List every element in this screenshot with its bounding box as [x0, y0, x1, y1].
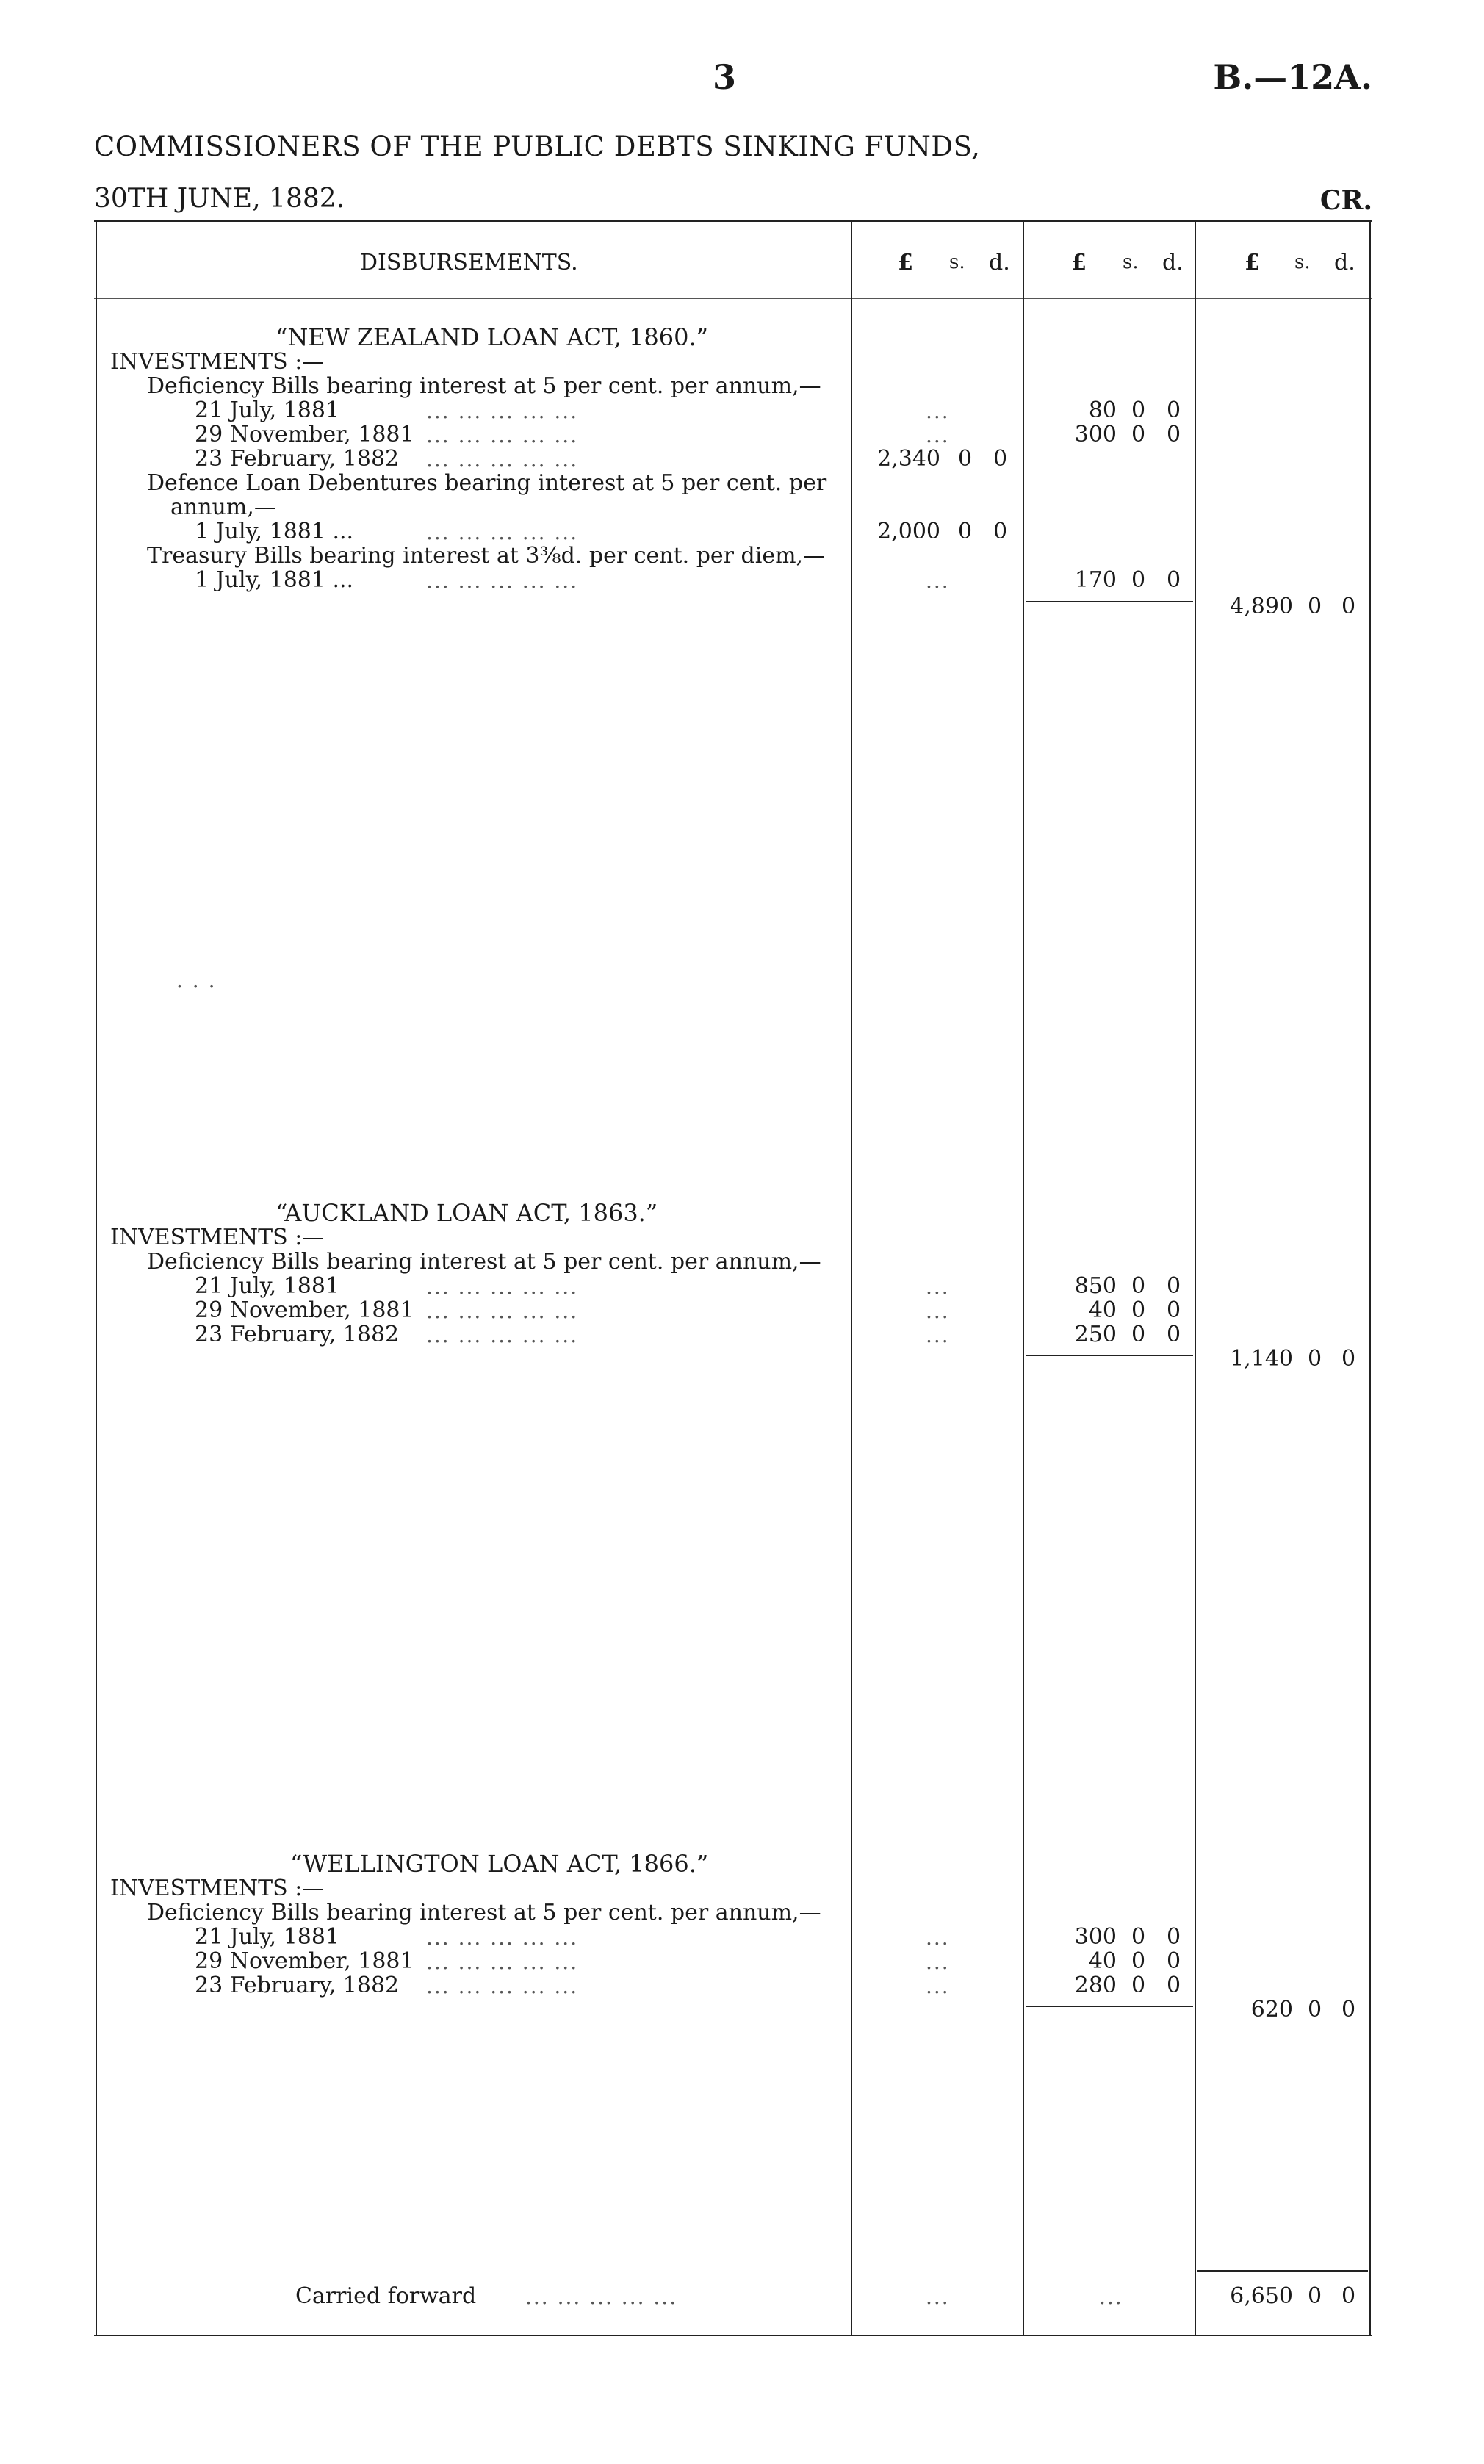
col1-ellipsis: ...: [926, 569, 950, 593]
leader-dots: ... ... ... ... ...: [426, 1974, 579, 1998]
grand-total-rule: [1197, 2270, 1368, 2272]
col2-pence: 0: [1167, 1273, 1181, 1299]
section-total-pence: 0: [1341, 1346, 1356, 1372]
col2-pence: 0: [1167, 1924, 1181, 1950]
col1-shilling-heading: s.: [949, 251, 965, 273]
col1-shillings: 0: [958, 519, 973, 544]
carried-forward-pounds: 6,650: [1230, 2283, 1293, 2309]
credit-side-label: CR.: [1319, 185, 1372, 216]
col1-ellipsis: ...: [926, 1275, 950, 1299]
carried-forward-label: Carried forward: [295, 2283, 477, 2309]
col1-pound-heading: £: [898, 250, 913, 275]
col3-shilling-heading: s.: [1294, 251, 1311, 273]
subtotal-rule: [1026, 601, 1193, 602]
line-description: Deficiency Bills bearing interest at 5 per cent. per annum,—: [147, 1900, 821, 1926]
line-description: annum,—: [170, 494, 276, 520]
disbursements-heading: DISBURSEMENTS.: [360, 250, 578, 275]
section-total-pence: 0: [1341, 1997, 1356, 2022]
leader-dots: ... ... ... ... ...: [426, 399, 579, 423]
section-total-shillings: 0: [1308, 1346, 1322, 1372]
section-total-shillings: 0: [1308, 594, 1322, 619]
line-date: 1 July, 1881 ...: [195, 519, 354, 544]
line-date: 21 July, 1881: [195, 1273, 340, 1299]
col2-shillings: 0: [1131, 1973, 1146, 1998]
col1-ellipsis: ...: [926, 399, 950, 423]
page-number: 3: [713, 57, 737, 97]
col2-pounds: 850: [1074, 1273, 1117, 1299]
section-title: “WELLINGTON LOAN ACT, 1866.”: [290, 1850, 709, 1878]
section-total-pounds: 1,140: [1230, 1346, 1293, 1372]
line-date: 29 November, 1881: [195, 1297, 414, 1323]
col2-pounds: 40: [1088, 1297, 1117, 1323]
investments-label: INVESTMENTS :—: [110, 1876, 325, 1901]
line-date: 21 July, 1881: [195, 1924, 340, 1950]
leader-dots: ... ... ... ... ...: [426, 1323, 579, 1347]
leader-dots: ... ... ... ... ...: [426, 423, 579, 447]
col2-pounds: 80: [1088, 397, 1117, 423]
col2-ellipsis: ...: [1099, 2285, 1123, 2309]
leader-dots: ... ... ... ... ...: [525, 2285, 678, 2309]
column-divider-2: [1023, 220, 1024, 2336]
line-date: 21 July, 1881: [195, 397, 340, 423]
col2-pounds: 170: [1074, 567, 1117, 593]
col2-pence: 0: [1167, 1973, 1181, 1998]
col2-pounds: 300: [1074, 422, 1117, 447]
section-total-pounds: 4,890: [1230, 594, 1293, 619]
subtotal-rule: [1026, 2006, 1193, 2007]
col2-pounds: 300: [1074, 1924, 1117, 1950]
leader-dots: ... ... ... ... ...: [426, 569, 579, 593]
line-date: 23 February, 1882: [195, 1973, 400, 1998]
col2-shillings: 0: [1131, 1924, 1146, 1950]
col2-shillings: 0: [1131, 1948, 1146, 1974]
document-reference: B.—12A.: [1213, 57, 1372, 97]
col2-shillings: 0: [1131, 397, 1146, 423]
col3-pence-heading: d.: [1334, 250, 1355, 275]
line-description: Defence Loan Debentures bearing interest at 5 per cent. per: [147, 470, 827, 496]
document-title: COMMISSIONERS OF THE PUBLIC DEBTS SINKING FUNDS,: [94, 131, 981, 162]
col1-ellipsis: ...: [926, 1323, 950, 1347]
leader-dots: ... ... ... ... ...: [426, 447, 579, 472]
table-top-rule: [94, 220, 1372, 222]
col2-shillings: 0: [1131, 1297, 1146, 1323]
header-bottom-rule: [94, 298, 1372, 299]
col1-ellipsis: ...: [926, 1974, 950, 1998]
leader-dots: ... ... ... ... ...: [426, 1275, 579, 1299]
line-description: Treasury Bills bearing interest at 3⅜d. per cent. per diem,—: [147, 543, 826, 569]
section-total-pence: 0: [1341, 594, 1356, 619]
leader-dots: ... ... ... ... ...: [426, 520, 579, 544]
line-date: 1 July, 1881 ...: [195, 567, 354, 593]
section-title: “NEW ZEALAND LOAN ACT, 1860.”: [275, 323, 708, 351]
col2-pounds: 40: [1088, 1948, 1117, 1974]
investments-label: INVESTMENTS :—: [110, 349, 325, 375]
col2-pence: 0: [1167, 422, 1181, 447]
investments-label: INVESTMENTS :—: [110, 1225, 325, 1250]
table-right-border: [1369, 220, 1371, 2336]
carried-forward-pence: 0: [1341, 2283, 1356, 2309]
col2-shillings: 0: [1131, 1273, 1146, 1299]
col2-pounds: 250: [1074, 1322, 1117, 1347]
stray-dots: . . .: [176, 968, 217, 993]
col1-ellipsis: ...: [926, 1950, 950, 1974]
subtotal-rule: [1026, 1355, 1193, 1356]
line-date: 23 February, 1882: [195, 446, 400, 472]
section-total-shillings: 0: [1308, 1997, 1322, 2022]
column-divider-3: [1195, 220, 1196, 2336]
section-total-pounds: 620: [1250, 1997, 1293, 2022]
table-left-border: [96, 220, 97, 2336]
col2-pence: 0: [1167, 1322, 1181, 1347]
col2-pence: 0: [1167, 397, 1181, 423]
col2-pence-heading: d.: [1162, 250, 1184, 275]
leader-dots: ... ... ... ... ...: [426, 1950, 579, 1974]
col2-pence: 0: [1167, 1297, 1181, 1323]
col1-ellipsis: ...: [926, 1926, 950, 1950]
col1-pounds: 2,340: [877, 446, 940, 472]
col3-pound-heading: £: [1245, 250, 1260, 275]
col2-pence: 0: [1167, 1948, 1181, 1974]
column-divider-1: [851, 220, 852, 2336]
col2-shillings: 0: [1131, 1322, 1146, 1347]
line-description: Deficiency Bills bearing interest at 5 per cent. per annum,—: [147, 1249, 821, 1275]
col1-pence: 0: [993, 446, 1008, 472]
col2-shillings: 0: [1131, 422, 1146, 447]
col1-pence: 0: [993, 519, 1008, 544]
col1-ellipsis: ...: [926, 1299, 950, 1323]
col1-pence-heading: d.: [989, 250, 1010, 275]
col2-shilling-heading: s.: [1123, 251, 1139, 273]
col2-pound-heading: £: [1071, 250, 1087, 275]
line-date: 29 November, 1881: [195, 1948, 414, 1974]
carried-forward-shillings: 0: [1308, 2283, 1322, 2309]
col1-ellipsis: ...: [926, 423, 950, 447]
col2-shillings: 0: [1131, 567, 1146, 593]
leader-dots: ... ... ... ... ...: [426, 1299, 579, 1323]
section-title: “AUCKLAND LOAN ACT, 1863.”: [275, 1199, 658, 1227]
col1-shillings: 0: [958, 446, 973, 472]
line-date: 23 February, 1882: [195, 1322, 400, 1347]
col2-pounds: 280: [1074, 1973, 1117, 1998]
leader-dots: ... ... ... ... ...: [426, 1926, 579, 1950]
col1-ellipsis: ...: [926, 2285, 950, 2309]
col2-pence: 0: [1167, 567, 1181, 593]
line-description: Deficiency Bills bearing interest at 5 per cent. per annum,—: [147, 373, 821, 399]
table-bottom-rule: [94, 2335, 1372, 2336]
document-date: 30TH JUNE, 1882.: [94, 184, 345, 214]
line-date: 29 November, 1881: [195, 422, 414, 447]
col1-pounds: 2,000: [877, 519, 940, 544]
